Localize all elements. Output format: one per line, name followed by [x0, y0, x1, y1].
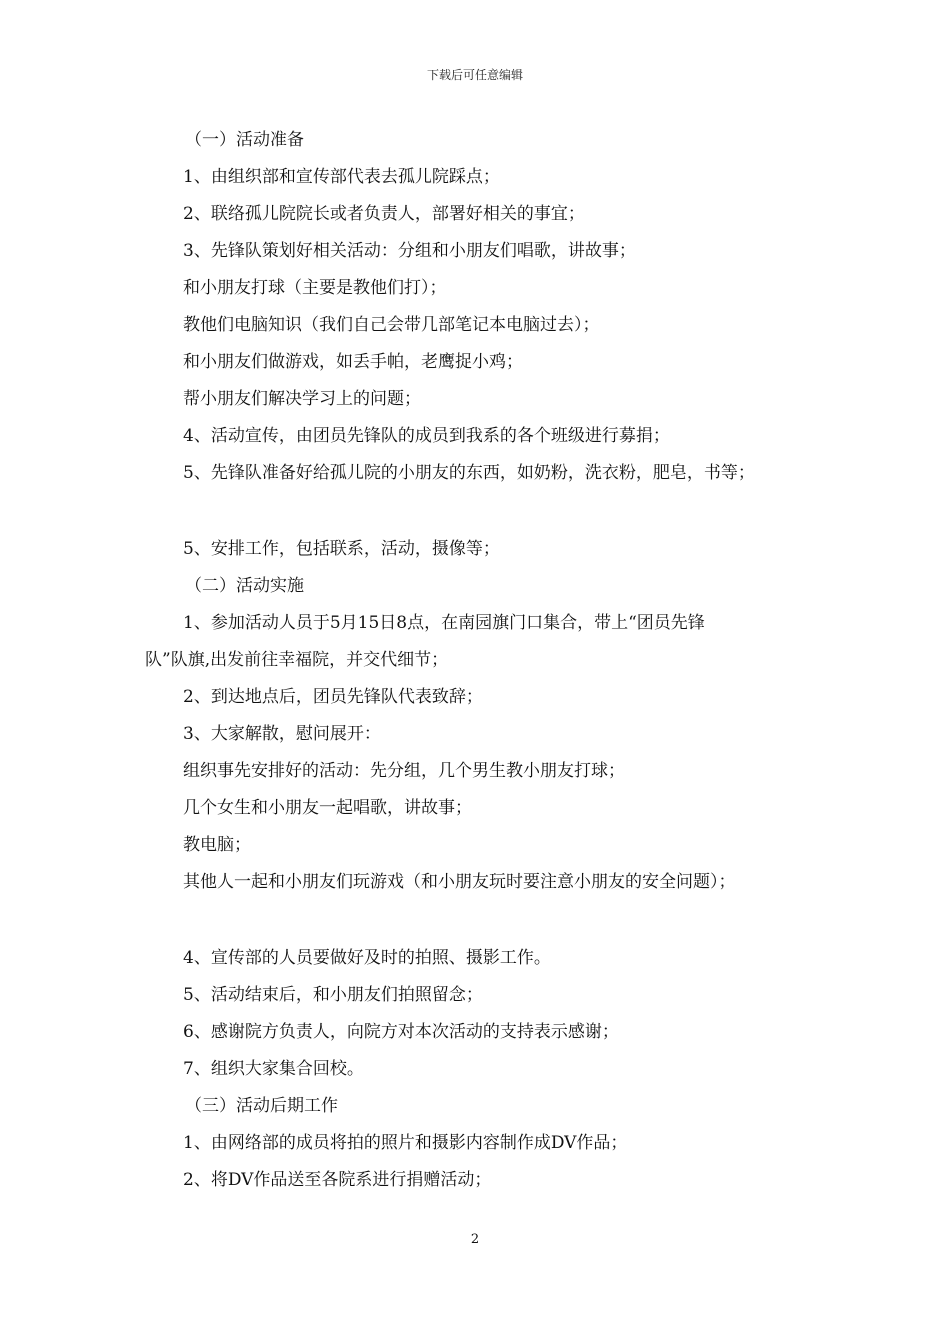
document-body — [145, 122, 825, 1199]
paragraph-line: 4、宣传部的人员要做好及时的拍照、摄影工作。 — [183, 948, 551, 968]
blank-line — [145, 901, 825, 940]
section-heading-followup: （三）活动后期工作 — [185, 1096, 338, 1116]
paragraph-line: 3、先锋队策划好相关活动：分组和小朋友们唱歌，讲故事； — [183, 241, 636, 261]
paragraph-line: 几个女生和小朋友一起唱歌，讲故事； — [183, 798, 472, 818]
paragraph-line: 1、参加活动人员于5月15日8点，在南园旗门口集合，带上“团员先锋 — [183, 613, 705, 633]
paragraph-line: 和小朋友打球（主要是教他们打）； — [183, 278, 447, 298]
paragraph-line: 5、安排工作，包括联系，活动，摄像等； — [183, 539, 500, 559]
paragraph-line: 教他们电脑知识（我们自己会带几部笔记本电脑过去）； — [183, 315, 600, 335]
paragraph-line: 1、由组织部和宣传部代表去孤儿院踩点； — [183, 167, 500, 187]
page-header-note: 下载后可任意编辑 — [426, 68, 523, 82]
paragraph-line: 2、联络孤儿院院长或者负责人，部署好相关的事宜； — [183, 204, 585, 224]
paragraph-line: 2、将DV作品送至各院系进行捐赠活动； — [183, 1170, 492, 1190]
paragraph-line: 组织事先安排好的活动：先分组，几个男生教小朋友打球； — [183, 761, 625, 781]
paragraph-line: 7、组织大家集合回校。 — [183, 1059, 364, 1079]
page-number: 2 — [470, 1232, 480, 1247]
paragraph-line: 4、活动宣传，由团员先锋队的成员到我系的各个班级进行募捐； — [183, 426, 670, 446]
paragraph-line: 2、到达地点后，团员先锋队代表致辞； — [183, 687, 483, 707]
paragraph-line: 5、先锋队准备好给孤儿院的小朋友的东西，如奶粉，洗衣粉，肥皂，书等； — [183, 463, 755, 483]
paragraph-line: 3、大家解散，慰问展开： — [183, 724, 381, 744]
paragraph-line-continuation: 队”队旗,出发前往幸福院，并交代细节； — [145, 650, 449, 670]
paragraph-line: 6、感谢院方负责人，向院方对本次活动的支持表示感谢； — [183, 1022, 619, 1042]
paragraph-line: 和小朋友们做游戏，如丢手帕，老鹰捉小鸡； — [183, 352, 523, 372]
section-heading-preparation: （一）活动准备 — [185, 130, 304, 150]
blank-line — [145, 492, 825, 531]
paragraph-line: 1、由网络部的成员将拍的照片和摄影内容制作成DV作品； — [183, 1133, 628, 1153]
paragraph-line: 5、活动结束后，和小朋友们拍照留念； — [183, 985, 483, 1005]
paragraph-line: 教电脑； — [183, 835, 251, 855]
section-heading-implementation: （二）活动实施 — [185, 576, 304, 596]
paragraph-line: 帮小朋友们解决学习上的问题； — [183, 389, 421, 409]
paragraph-line: 其他人一起和小朋友们玩游戏（和小朋友玩时要注意小朋友的安全问题）； — [183, 872, 736, 892]
